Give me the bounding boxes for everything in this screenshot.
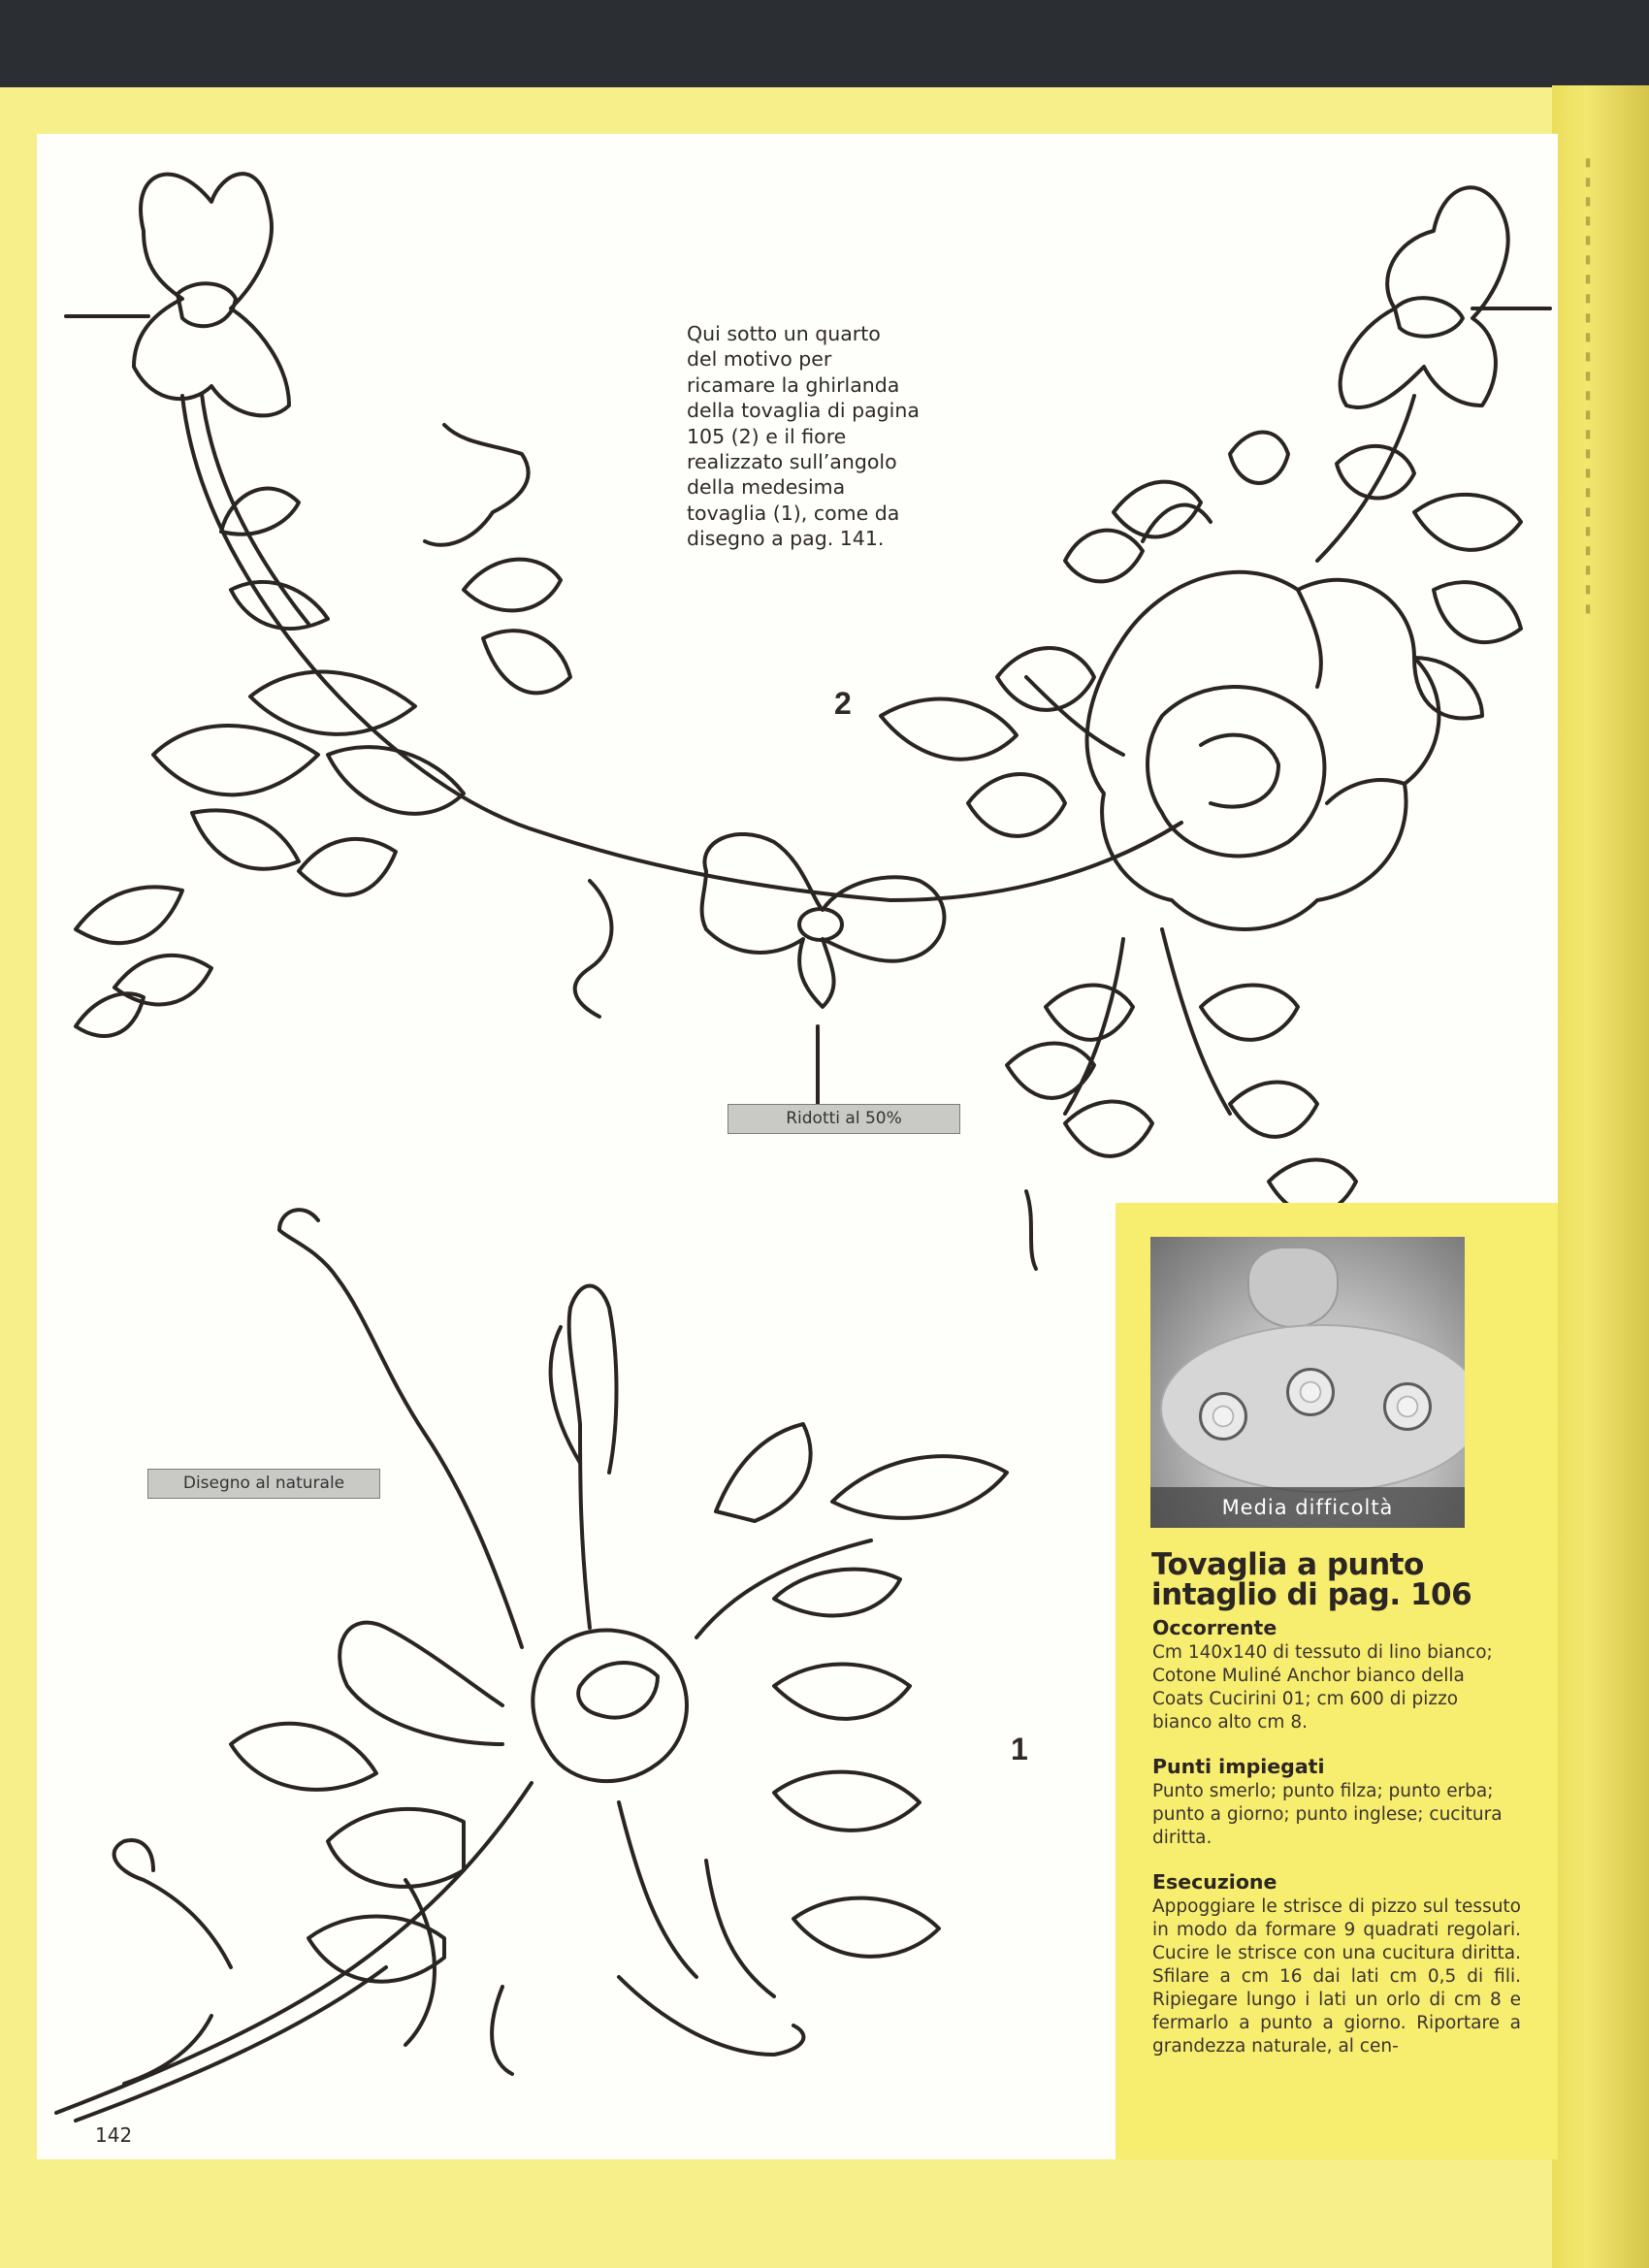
spine-edge-text: ▮▮▮▮▮▮▮▮▮▮▮▮▮▮▮▮▮▮▮▮▮▮▮▮ [1581, 155, 1595, 621]
left-stem [182, 396, 1181, 900]
section-heading-materials: Occorrente [1152, 1616, 1277, 1639]
magazine-spine [1552, 85, 1649, 2268]
flower-main-stem [56, 1783, 532, 2113]
section-heading-stitches: Punti impiegati [1152, 1755, 1325, 1778]
right-stem [1317, 396, 1414, 561]
section-heading-execution: Esecuzione [1152, 1870, 1277, 1894]
scale-label: Ridotti al 50% [728, 1104, 960, 1134]
section-text-execution: Appoggiare le strisce di pizzo sul tessuto in modo da formare 9 quadrati regolari. Cucire le strisce con una cucitura diritta. Sfilare a cm 16 dai lati cm 0,5 di fili. Ripiegare lungo i lati un orlo di cm 8 e fermarlo a punto a giorno. Riportare a grandezza naturale, al cen- [1152, 1896, 1521, 2057]
garland-rose [1087, 572, 1439, 929]
intro-caption: Qui sotto un quarto del motivo per ricamare la ghirlanda della tovaglia di pagina 105 (2) e il fiore realizzato sull’angolo della medesima tovaglia (1), come da disegno a pag. 141. [687, 322, 920, 551]
natural-size-label: Disegno al naturale [147, 1469, 380, 1499]
figure-number-garland: 2 [834, 686, 852, 721]
difficulty-caption: Media difficoltà [1150, 1487, 1465, 1528]
corner-flower-pattern [56, 1210, 1007, 2121]
flower-bud [533, 1631, 687, 1782]
project-title: Tovaglia a punto intaglio di pag. 106 [1151, 1547, 1472, 1612]
page-number: 142 [95, 2123, 133, 2147]
left-bow [134, 174, 289, 415]
section-text-stitches: Punto smerlo; punto filza; punto erba; punto a giorno; punto inglese; cucitura diritta. [1152, 1781, 1503, 1848]
cutwork-motif-icon [1199, 1392, 1247, 1441]
center-bow [702, 834, 945, 1007]
project-info-box [1116, 1203, 1558, 2159]
tablecloth-photo [1150, 1237, 1465, 1528]
section-text-materials: Cm 140x140 di tessuto di lino bianco; Cotone Muliné Anchor bianco della Coats Cucirini 01; cm 600 di pizzo bianco alto cm 8. [1152, 1642, 1493, 1733]
cutwork-motif-icon [1383, 1382, 1432, 1431]
figure-number-flower: 1 [1011, 1732, 1028, 1766]
left-leaf [153, 726, 318, 794]
left-bow-knot [178, 283, 236, 326]
cutwork-motif-icon [1286, 1368, 1335, 1416]
flower-tendril [279, 1210, 522, 1647]
teacup-in-photo [1247, 1247, 1339, 1328]
